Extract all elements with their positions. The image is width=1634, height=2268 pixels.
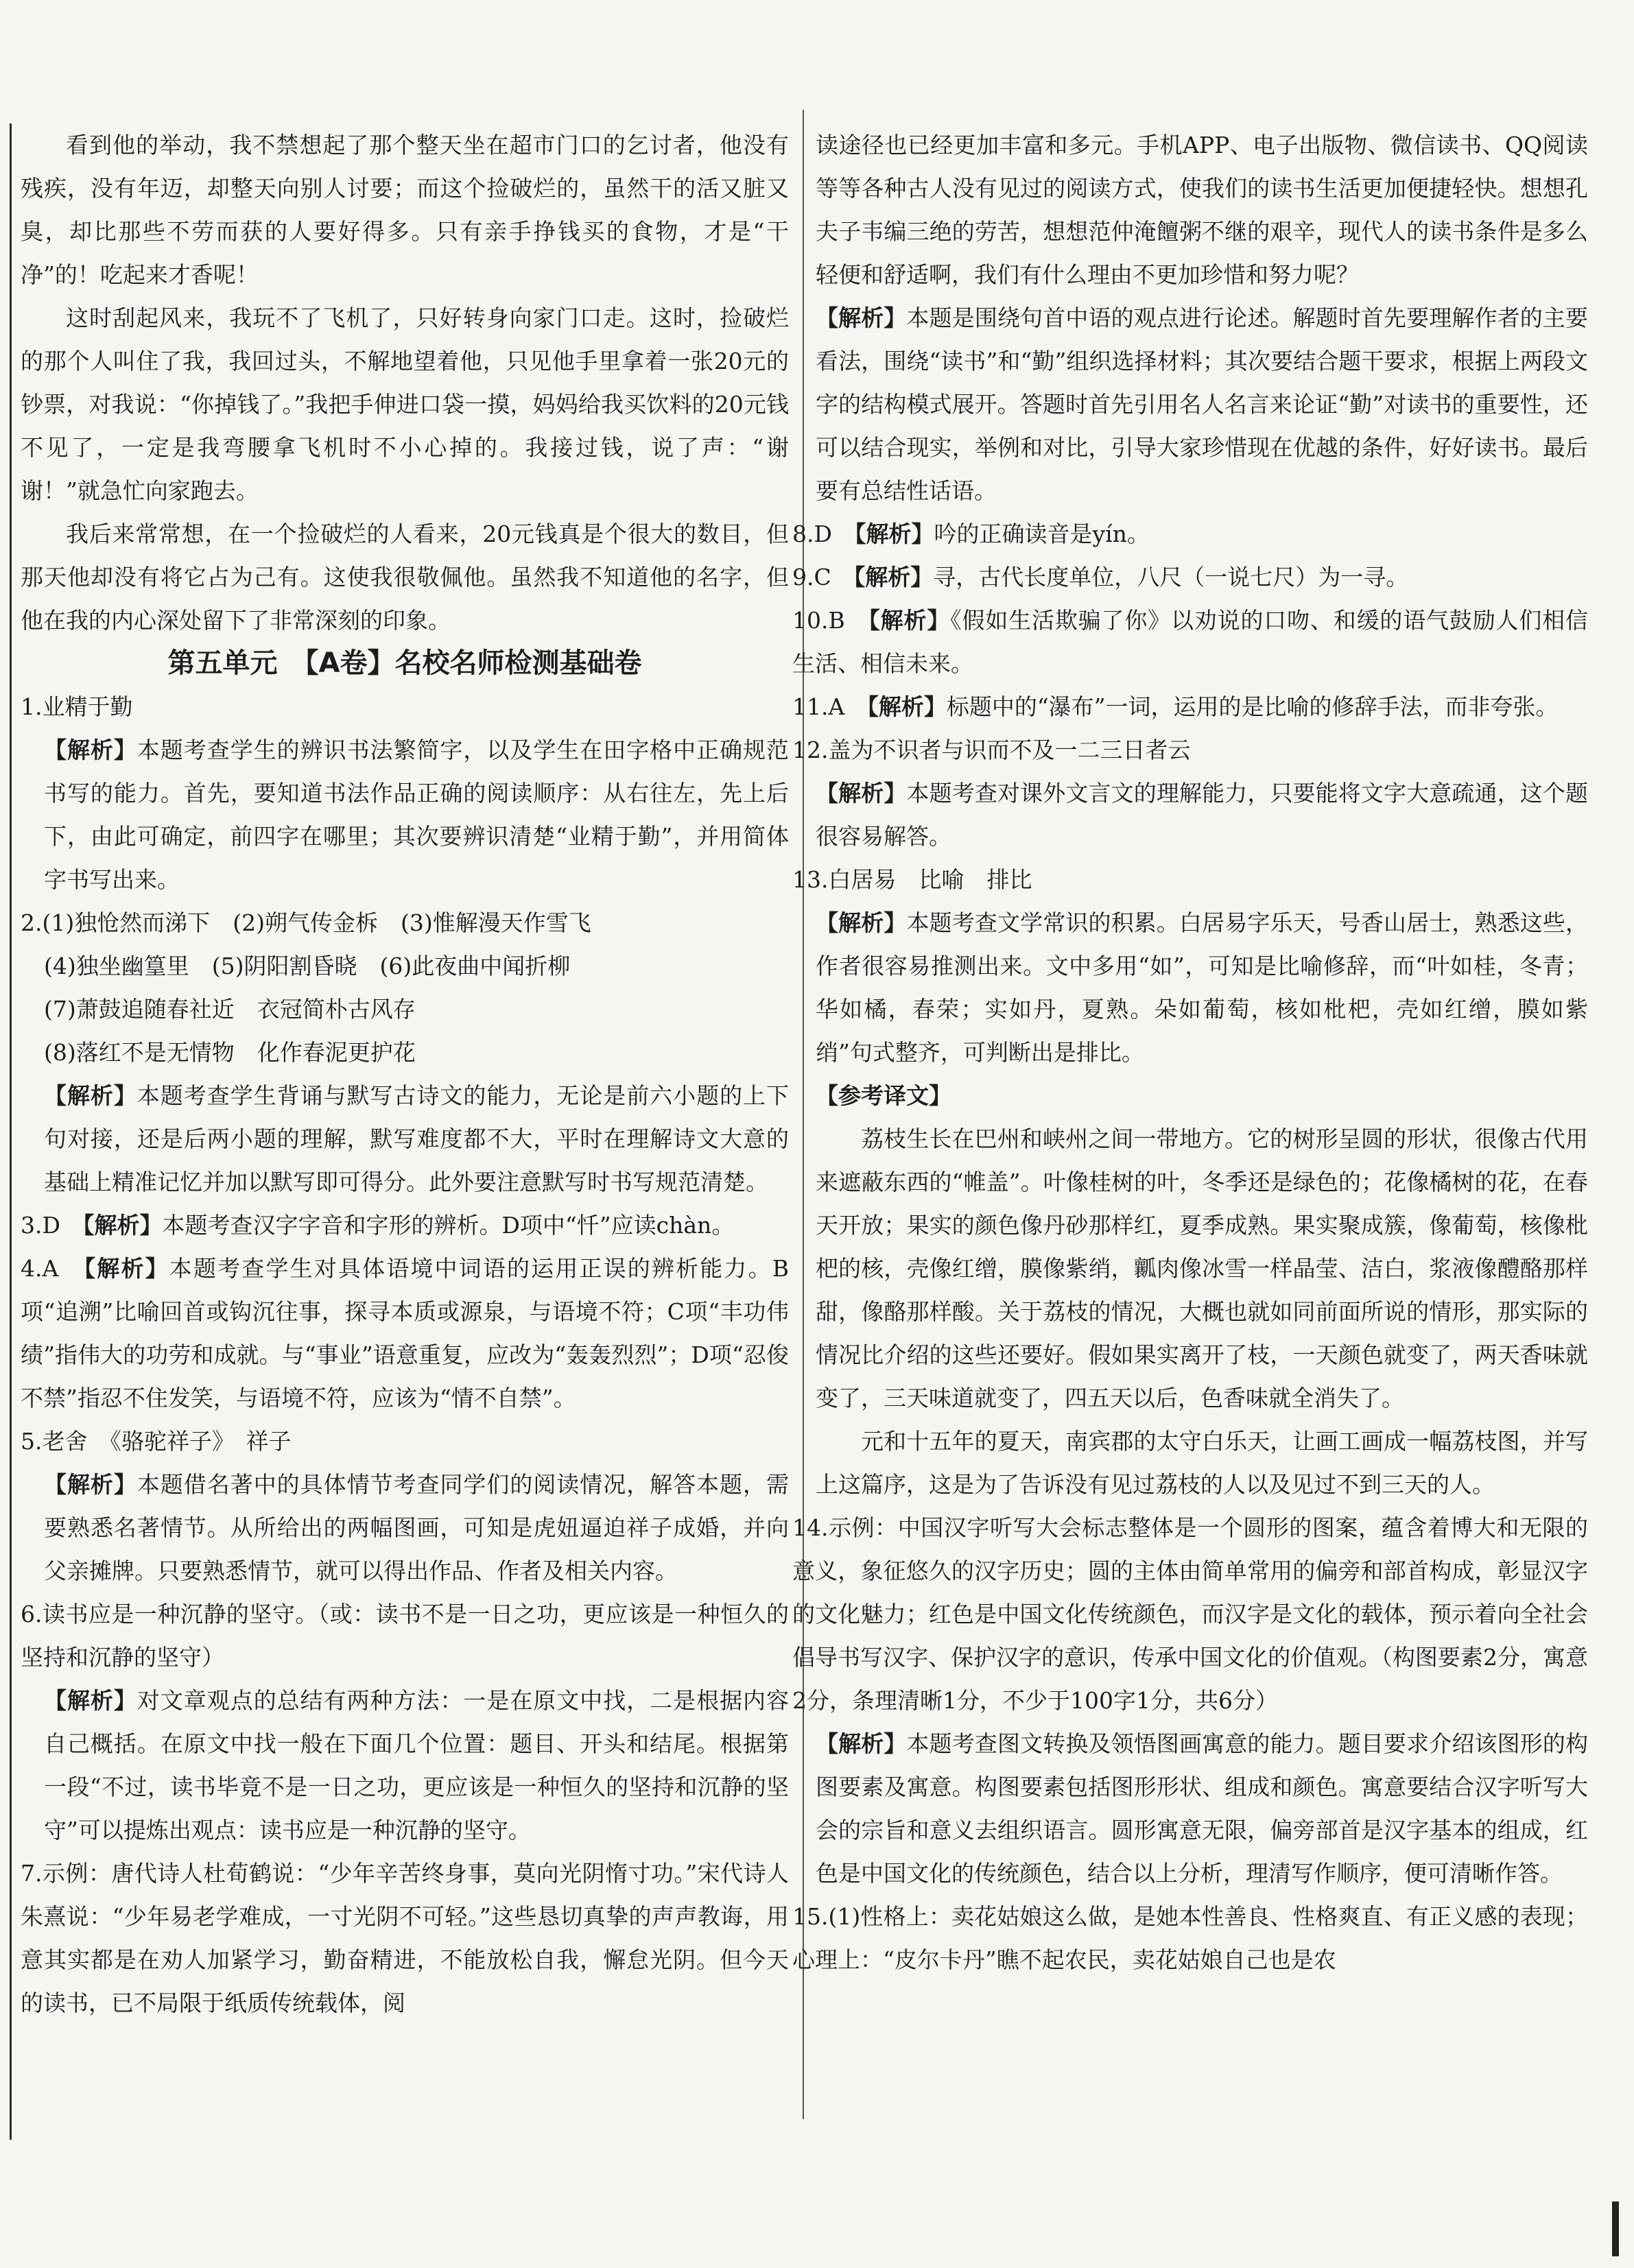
block-text: (4)独坐幽篁里 (5)阴阳割昏晓 (6)此夜曲中闻折柳 <box>44 953 571 979</box>
text-block <box>21 901 789 944</box>
block-text: 4.A <box>21 1255 84 1282</box>
text-block <box>792 728 1588 772</box>
block-text: 15.(1)性格上：卖花姑娘这么做，是她本性善良、性格爽直、有正义感的表现；心理上：“皮尔卡丹”瞧不起农民，卖花姑娘自己也是农 <box>792 1903 1588 1973</box>
analysis-tag: 【解析】 <box>44 737 137 763</box>
text-block <box>792 512 1588 556</box>
analysis-tag: 【解析】 <box>816 780 907 807</box>
block-text: 9.C <box>792 564 854 590</box>
block-text: 本题借名著中的具体情节考查同学们的阅读情况，解答本题，需要熟悉名著情节。从所给出的两幅图画，可知是虎妞逼迫祥子成婚，并向父亲摊牌。只要熟悉情节，就可以得出作品、作者及相关内容。 <box>44 1471 790 1584</box>
block-text: 10.B <box>792 607 869 634</box>
block-text: 7.示例：唐代诗人杜荀鹤说：“少年辛苦终身事，莫向光阴惰寸功。”宋代诗人朱熹说：“少年易老学难成，一寸光阴不可轻。”这些恳切真挚的声声教诲，用意其实都是在劝人加紧学习，勤奋精进，不能放松自我，懈怠光阴。但今天的读书，已不局限于纸质传统载体，阅 <box>21 1860 789 2016</box>
block-text: 本题考查图文转换及领悟图画寓意的能力。题目要求介绍该图形的构图要素及寓意。构图要素包括图形形状、组成和颜色。寓意要结合汉字听写大会的宗旨和意义去组织语言。圆形寓意无限，偏旁部首是汉字基本的组成，红色是中国文化的传统颜色，结合以上分析，理清写作顺序，便可清晰作答。 <box>816 1730 1589 1887</box>
block-text: 12.盖为不识者与识而不及一二三日者云 <box>792 737 1191 763</box>
analysis-tag: 【解析】 <box>816 1730 907 1757</box>
text-block <box>792 901 1588 1074</box>
block-text: 本题考查文学常识的积累。白居易字乐天，号香山居士，熟悉这些，作者很容易推测出来。文中多用“如”，可知是比喻修辞，而“叶如桂，冬青；华如橘，春荣；实如丹，夏熟。朵如葡萄，核如枇杷，壳如红缯，膜如紫绡”句式整齐，可判断出是排比。 <box>816 909 1589 1066</box>
text-block <box>792 599 1588 685</box>
analysis-tag: 【解析】 <box>44 1082 137 1109</box>
text-block <box>792 556 1588 599</box>
text-block <box>21 1247 789 1420</box>
block-text: 14.示例：中国汉字听写大会标志整体是一个圆形的图案，蕴含着博大和无限的意义，象征悠久的汉字历史；圆的主体由简单常用的偏旁和部首构成，彰显汉字的文化魅力；红色是中国文化传统颜色，而汉字是文化的载体，预示着向全社会倡导书写汉字、保护汉字的意识，传承中国文化的价值观。（构图要素2分，寓意2分，条理清晰1分，不少于100字1分，共6分） <box>792 1514 1588 1714</box>
analysis-tag: 【解析】 <box>82 1212 163 1239</box>
block-text: 我后来常常想，在一个捡破烂的人看来，20元钱真是个很大的数目，但那天他却没有将它占为己有。这使我很敬佩他。虽然我不知道他的名字，但他在我的内心深处留下了非常深刻的印象。 <box>21 521 789 634</box>
block-text: 本题考查学生对具体语境中词语的运用正误的辨析能力。B项“追溯”比喻回首或钩沉往事，探寻本质或源泉，与语境不符；C项“丰功伟绩”指伟大的功劳和成就。与“事业”语意重复，应改为“轰轰烈烈”；D项“忍俊不禁”指忍不住发笑，与语境不符，应该为“情不自禁”。 <box>21 1255 789 1411</box>
text-block <box>21 685 789 728</box>
page-edge-line <box>10 123 12 2140</box>
analysis-tag: 【解析】 <box>853 564 934 590</box>
block-text: 5.老舍 《骆驼祥子》 祥子 <box>21 1428 292 1455</box>
block-text: 本题考查学生的辨识书法繁简字，以及学生在田字格中正确规范书写的能力。首先，要知道书法作品正确的阅读顺序：从右往左，先上后下，由此可确定，前四字在哪里；其次要辨识清楚“业精于勤”，并用简体字书写出来。 <box>44 737 790 893</box>
block-text: 6.读书应是一种沉静的坚守。（或：读书不是一日之功，更应该是一种恒久的坚持和沉静的坚守） <box>21 1601 789 1671</box>
block-text: 本题考查学生背诵与默写古诗文的能力，无论是前六小题的上下句对接，还是后两小题的理解，默写难度都不大，平时在理解诗文大意的基础上精准记忆并加以默写即可得分。此外要注意默写时书写规范清楚。 <box>44 1082 790 1195</box>
block-text: 吟的正确读音是yín。 <box>934 521 1150 547</box>
text-block <box>21 1592 789 1679</box>
text-block <box>792 685 1588 728</box>
text-block <box>21 1679 789 1852</box>
analysis-tag: 【解析】 <box>868 607 951 634</box>
analysis-tag: 【解析】 <box>816 909 907 936</box>
block-text: 3.D <box>21 1212 83 1239</box>
page-edge-mark <box>1612 2201 1619 2256</box>
block-text: 2.(1)独怆然而涕下 (2)朔气传金柝 (3)惟解漫天作雪飞 <box>21 909 591 936</box>
text-block <box>21 1204 789 1247</box>
text-block <box>21 512 789 642</box>
block-text: 8.D <box>792 521 855 547</box>
block-text: 本题是围绕句首中语的观点进行论述。解题时首先要理解作者的主要看法，围绕“读书”和“勤”组织选择材料；其次要结合题干要求，根据上两段文字的结构模式展开。答题时首先引用名人名言来论证“勤”对读书的重要性，还可以结合现实，举例和对比，引导大家珍惜现在优越的条件，好好读书。最后要有总结性话语。 <box>816 305 1589 504</box>
analysis-tag: 【解析】 <box>44 1471 137 1498</box>
left-column <box>21 123 789 2025</box>
block-text: 《假如生活欺骗了你》以劝说的口吻、和缓的语气鼓励人们相信生活、相信未来。 <box>792 607 1589 677</box>
text-block <box>792 1506 1588 1722</box>
block-text: (7)萧鼓追随春社近 衣冠简朴古风存 <box>44 996 416 1023</box>
analysis-tag: 【解析】 <box>84 1255 169 1282</box>
block-text: 元和十五年的夏天，南宾郡的太守白乐天，让画工画成一幅荔枝图，并写上这篇序，这是为了告诉没有见过荔枝的人以及见过不到三天的人。 <box>816 1428 1588 1498</box>
block-text: 读途径也已经更加丰富和多元。手机APP、电子出版物、微信读书、QQ阅读等等各种古人没有见过的阅读方式，使我们的读书生活更加便捷轻快。想想孔夫子韦编三绝的劳苦，想想范仲淹饘粥不继的艰辛，现代人的读书条件是多么轻便和舒适啊，我们有什么理由不更加珍惜和努力呢？ <box>816 132 1588 288</box>
section-title <box>21 642 789 685</box>
block-text: 13.白居易 比喻 排比 <box>792 866 1032 893</box>
text-block <box>21 728 789 901</box>
text-block <box>792 858 1588 901</box>
block-text: 看到他的举动，我不禁想起了那个整天坐在超市门口的乞讨者，他没有残疾，没有年迈，却整天向别人讨要；而这个捡破烂的，虽然干的活又脏又臭，却比那些不劳而获的人要好得多。只有亲手挣钱买的食物，才是“干净”的！吃起来才香呢！ <box>21 132 789 288</box>
block-text: 本题考查汉字字音和字形的辨析。D项中“忏”应读chàn。 <box>162 1212 735 1239</box>
block-text: 标题中的“瀑布”一词，运用的是比喻的修辞手法，而非夸张。 <box>946 693 1559 720</box>
text-block <box>21 1463 789 1592</box>
text-block <box>21 1031 789 1074</box>
text-block <box>792 1074 1588 1117</box>
text-block <box>792 296 1588 512</box>
text-block <box>792 1895 1588 1981</box>
text-block <box>21 988 789 1031</box>
text-block <box>792 772 1588 858</box>
block-text: 11.A <box>792 693 868 720</box>
text-block <box>21 1074 789 1204</box>
block-text: (8)落红不是无情物 化作春泥更护花 <box>44 1039 416 1066</box>
text-block <box>792 123 1588 296</box>
text-block <box>21 1852 789 2025</box>
text-block <box>21 1420 789 1463</box>
text-block <box>21 296 789 512</box>
block-text: 第五单元 【A卷】名校名师检测基础卷 <box>167 647 642 679</box>
block-text: 寻，古代长度单位，八尺（一说七尺）为一寻。 <box>933 564 1409 590</box>
text-block <box>792 1420 1588 1506</box>
text-block <box>792 1722 1588 1895</box>
block-text: 【参考译文】 <box>816 1082 951 1109</box>
text-block <box>792 1117 1588 1420</box>
right-column <box>792 123 1588 1981</box>
analysis-tag: 【解析】 <box>867 693 947 720</box>
block-text: 对文章观点的总结有两种方法：一是在原文中找，二是根据内容自己概括。在原文中找一般在下面几个位置：题目、开头和结尾。根据第一段“不过，读书毕竟不是一日之功，更应该是一种恒久的坚持和沉静的坚守”可以提炼出观点：读书应是一种沉静的坚守。 <box>44 1687 790 1843</box>
block-text: 这时刮起风来，我玩不了飞机了，只好转身向家门口走。这时，捡破烂的那个人叫住了我，我回过头，不解地望着他，只见他手里拿着一张20元的钞票，对我说：“你掉钱了。”我把手伸进口袋一摸，妈妈给我买饮料的20元钱不见了，一定是我弯腰拿飞机时不小心掉的。我接过钱，说了声：“谢谢！”就急忙向家跑去。 <box>21 305 789 504</box>
block-text: 本题考查对课外文言文的理解能力，只要能将文字大意疏通，这个题很容易解答。 <box>816 780 1589 850</box>
block-text: 1.业精于勤 <box>21 693 133 720</box>
text-block <box>21 123 789 296</box>
analysis-tag: 【解析】 <box>854 521 934 547</box>
block-text: 荔枝生长在巴州和峡州之间一带地方。它的树形呈圆的形状，很像古代用来遮蔽东西的“帷盖”。叶像桂树的叶，冬季还是绿色的；花像橘树的花，在春天开放；果实的颜色像丹砂那样红，夏季成熟。果实聚成簇，像葡萄，核像枇杷的核，壳像红缯，膜像紫绡，瓤肉像冰雪一样晶莹、洁白，浆液像醴酪那样甜，像酪那样酸。关于荔枝的情况，大概也就如同前面所说的情形，那实际的情况比介绍的这些还要好。假如果实离开了枝，一天颜色就变了，两天香味就变了，三天味道就变了，四五天以后，色香味就全消失了。 <box>816 1125 1588 1411</box>
analysis-tag: 【解析】 <box>44 1687 137 1714</box>
text-block <box>21 944 789 988</box>
analysis-tag: 【解析】 <box>816 305 907 331</box>
